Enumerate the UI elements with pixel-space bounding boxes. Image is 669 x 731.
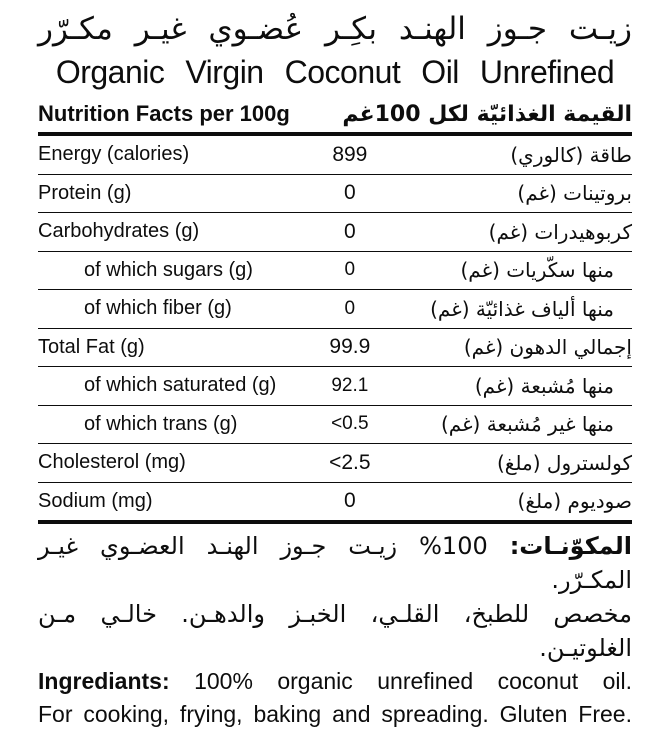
nutrition-row <box>38 213 632 252</box>
row-label-arabic: كولسترول (ملغ) <box>496 450 632 475</box>
row-label-arabic: منها مُشبعة (غم) <box>474 373 614 398</box>
nutrition-row <box>38 483 632 525</box>
row-label-arabic: منها ألياف غذائيّة (غم) <box>430 296 614 321</box>
nutrition-row <box>38 252 632 291</box>
product-title-english: Organic Virgin Coconut Oil Unrefined <box>55 54 615 90</box>
row-label-english: Cholesterol (mg) <box>38 451 186 474</box>
nutrition-table <box>38 101 632 524</box>
row-value: 0 <box>343 489 356 513</box>
row-label-english: of which sugars (g) <box>84 258 253 281</box>
nutrition-row <box>38 329 632 368</box>
nutrition-row <box>38 290 632 329</box>
row-value: <2.5 <box>329 450 371 474</box>
nutrition-row <box>38 175 632 214</box>
row-label-english: Sodium (mg) <box>38 489 153 512</box>
row-label-arabic: منها غير مُشبعة (غم) <box>440 412 614 437</box>
product-title-arabic: زيـت جـوز الهنـد بكِـر عُضـوي غيـر مكـرّر <box>38 11 632 47</box>
row-label-english: of which saturated (g) <box>84 374 277 397</box>
row-value: 899 <box>332 142 368 166</box>
ingredients-section <box>38 529 632 731</box>
ingredients-line-english-1 <box>38 665 632 698</box>
table-header-row <box>38 101 632 136</box>
row-label-english: of which trans (g) <box>84 412 238 435</box>
row-value: 0 <box>344 259 356 281</box>
ingredients-label-english: Ingrediants: <box>38 668 170 694</box>
row-label-arabic: منها سكّريات (غم) <box>460 258 614 283</box>
row-label-english: Carbohydrates (g) <box>38 220 200 243</box>
row-label-arabic: إجمالي الدهون (غم) <box>463 335 632 360</box>
nutrition-row <box>38 136 632 175</box>
table-header-arabic: القيمة الغذائيّة لكل 100غم <box>342 102 632 127</box>
row-value: 0 <box>344 297 356 319</box>
nutrition-row <box>38 406 632 445</box>
row-value: 99.9 <box>329 335 371 359</box>
nutrition-row <box>38 367 632 406</box>
row-label-arabic: صوديوم (ملغ) <box>517 489 632 514</box>
row-label-arabic: طاقة (كالوري) <box>510 142 632 167</box>
nutrition-row <box>38 444 632 483</box>
table-header-english: Nutrition Facts per 100g <box>38 101 290 126</box>
ingredients-line-arabic-1 <box>38 529 632 597</box>
row-label-english: Protein (g) <box>38 181 132 204</box>
ingredients-label-arabic: المكوّنـات: <box>509 532 632 560</box>
ingredients-line-arabic-2: مخصص للطبخ، القلـي، الخبـز والدهـن. خالـي مـن الغلوتيـن. <box>38 600 632 662</box>
row-label-arabic: كربوهيدرات (غم) <box>488 219 632 244</box>
row-value: 92.1 <box>331 374 369 396</box>
row-value: 0 <box>343 219 356 243</box>
ingredients-text-arabic-1: 100% زيـت جـوز الهنـد العضـوي غيـر المكـرّر. <box>38 532 632 594</box>
row-label-english: Energy (calories) <box>38 143 190 166</box>
row-value: 0 <box>343 181 356 205</box>
row-label-english: Total Fat (g) <box>38 335 145 358</box>
row-value: <0.5 <box>331 413 369 435</box>
row-label-arabic: بروتينات (غم) <box>517 181 632 206</box>
nutrition-rows <box>38 136 632 524</box>
row-label-english: of which fiber (g) <box>84 297 232 320</box>
ingredients-text-english-1: 100% organic unrefined coconut oil. <box>194 668 633 694</box>
ingredients-line-english-2: For cooking, frying, baking and spreading. Gluten Free. <box>38 701 632 727</box>
